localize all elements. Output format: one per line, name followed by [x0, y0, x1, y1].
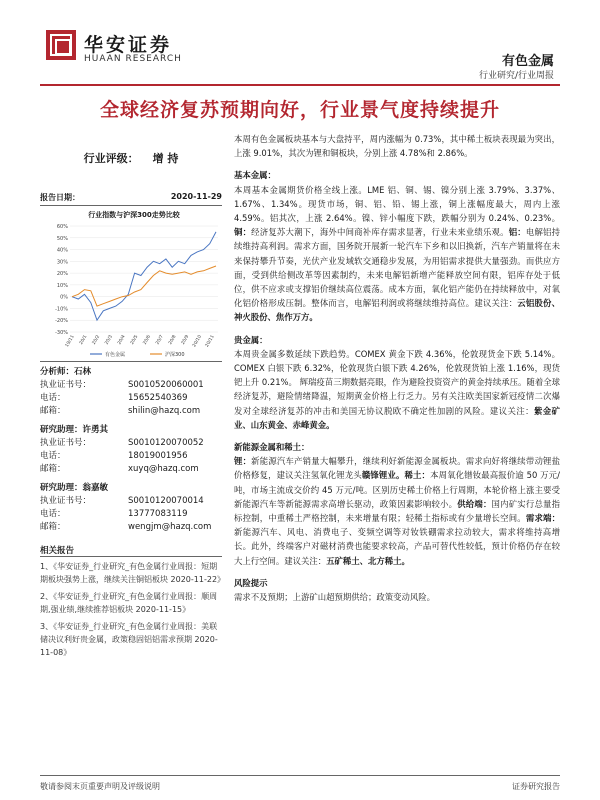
- phone-value: 15652540369: [128, 393, 188, 403]
- phone-label: 电话：: [40, 509, 66, 519]
- footer-label: 证券研究报告: [512, 782, 560, 791]
- report-date: [40, 192, 222, 203]
- lithium-text: 新能源汽车产销量大幅攀升，继续利好新能源金属板块。需求向好将继续带动锂盐价格修复，建议关注氢氧化锂龙头: [234, 456, 561, 481]
- cert-value: S0010120070014: [128, 496, 204, 506]
- supply-heading: 供给端：: [457, 498, 492, 509]
- rare-earth-picks: 五矿稀土、北方稀土。: [326, 555, 410, 566]
- analyst-block: [40, 366, 222, 418]
- x-tick-label: 20/1: [79, 334, 89, 346]
- aluminum-picks: 云铝股份、神火股份、焦作万方。: [234, 298, 561, 323]
- footer-divider: [40, 775, 560, 776]
- related-divider: [40, 556, 222, 557]
- precious-text: 本周贵金属多数延续下跌趋势。COMEX 黄金下跌 4.36%，伦敦现货金下跌 5.14%。 COMEX 白银下跌 6.32%，伦敦现货白银下跌 4.26%，伦敦现货铂上涨 1.16%，现货钯上升 0.21%。 辉瑞疫苗三期数据亮眼，作为避险投资资产的黄金持续承压。随着全球经济复苏，避险情绪降温，短期黄金价格上行乏力。另有关注欧美国家新冠疫情二次爆发对全球经济复苏的冲击和美国无协议脱欧不确定性加剧的风险。建议关注：: [234, 348, 560, 416]
- lithium-picks: 赣锋锂业。: [361, 470, 405, 481]
- report-title: 全球经济复苏预期向好，行业景气度持续提升: [99, 99, 500, 121]
- footer-disclaimer: 敬请参阅末页重要声明及评级说明: [40, 782, 160, 791]
- y-tick-label: 40%: [56, 247, 68, 254]
- company-name-en: HUAAN RESEARCH: [84, 54, 182, 64]
- precious-picks: 紫金矿业、山东黄金、赤峰黄金。: [234, 405, 561, 430]
- aluminum-text: 电解铝持续维持高利润。需求方面，国务院开展新一轮汽车下乡和以旧换新，汽车产销量将在未来保持攀升节奏，光伏产业发域软交通稳步发展，为用铝需求提供大量强劲。而供应方面，受到供给侧改革等因素制约，未来电解铝新增产能释放空间有限，铝库存处于低位，供不应求或支撑铝价继续高位震荡。成本方面，氧化铝产能仍在持续释放中，对氧化铝价格形成压制。整体而言，电解铝利润或将继续维持高位。建议关注：: [234, 227, 561, 309]
- related-reports-title: 相关报告: [40, 546, 75, 556]
- cert-value: S0010520060001: [128, 380, 204, 390]
- x-tick-label: 20/9: [180, 334, 191, 346]
- x-tick-label: 20/11: [204, 334, 216, 349]
- y-tick-label: -10%: [55, 306, 68, 313]
- assistant-block-1: [40, 424, 222, 476]
- company-name-cn: 华安证券: [84, 34, 173, 56]
- x-tick-label: 20/3: [104, 334, 114, 346]
- base-metals-heading: 基本金属：: [234, 170, 276, 181]
- assistant-role: 研究助理：: [40, 483, 83, 493]
- cert-label: 执业证书号：: [40, 496, 92, 506]
- email-link[interactable]: xuyq@hazq.com: [128, 464, 199, 474]
- precious-metals-paragraph: [234, 347, 560, 432]
- report-header: [0, 0, 600, 88]
- nev-rare-earth-heading: 新能源金属和稀土：: [234, 442, 310, 453]
- rating-label: 行业评级：: [83, 152, 139, 165]
- x-tick-label: 20/10: [192, 334, 204, 349]
- x-tick-label: 20/4: [117, 334, 127, 346]
- cert-value: S0010120070052: [128, 438, 204, 448]
- y-tick-label: 60%: [56, 224, 68, 230]
- email-label: 邮箱：: [40, 464, 66, 474]
- report-type: 行业研究/行业周报: [478, 71, 554, 81]
- y-tick-label: 10%: [56, 282, 68, 289]
- x-tick-label: 19/11: [64, 334, 76, 349]
- supply-text: 国内矿实行总量指标控制，中重稀土严格控制，未来增量有限；轻稀土指标或有少量增长空间。: [234, 498, 561, 524]
- y-tick-label: -20%: [55, 318, 68, 325]
- related-report-item[interactable]: 3、《华安证券_行业研究_有色金属行业周报：美联储决议利好贵金属，政策稳固铝铝需求预期 2020-11-08》: [40, 622, 218, 657]
- series-line-nonferrous: [72, 232, 216, 320]
- y-tick-label: 50%: [56, 235, 68, 242]
- related-report-item[interactable]: 1、《华安证券_行业研究_有色金属行业周报：短期期板块强势上涨，继续关注铜铝板块 2020-11-22》: [40, 562, 226, 584]
- assistant-name: 许勇其: [82, 425, 109, 435]
- phone-value: 18019001956: [128, 451, 188, 461]
- index-comparison-chart: [46, 210, 222, 358]
- lithium-heading: 锂：: [234, 456, 252, 467]
- industry-rating: [40, 150, 222, 166]
- y-tick-label: -30%: [55, 330, 68, 336]
- assistant-name: 翁嘉敏: [82, 483, 109, 493]
- date-divider: [40, 205, 222, 206]
- y-tick-label: 30%: [56, 259, 68, 266]
- phone-label: 电话：: [40, 393, 66, 403]
- precious-metals-heading: 贵金属：: [234, 334, 268, 345]
- nev-paragraph: [234, 454, 560, 568]
- email-link[interactable]: wengjm@hazq.com: [128, 522, 212, 532]
- legend-label: 沪深300: [165, 352, 185, 358]
- x-tick-label: 20/8: [168, 334, 178, 346]
- x-tick-label: 20/5: [129, 334, 140, 346]
- risk-heading: 风险提示: [234, 577, 268, 588]
- demand-heading: 需求端：: [525, 513, 561, 524]
- cert-label: 执业证书号：: [40, 438, 92, 448]
- base-metals-text: 本周基本金属期货价格全线上涨。LME 铝、铜、锡、镍分别上涨 3.79%、3.37%、1.67%、1.34%。现货市场，铜、铝、铅、锡上涨，铜上涨幅度最大，周内上涨 4.59%。铝其次，上涨 2.64%。镍、锌小幅度下跌，跌幅分别为 0.24%、0.23%。: [234, 184, 560, 224]
- related-reports-list: [40, 560, 226, 663]
- chart-svg: [46, 220, 222, 358]
- copper-heading: 铜：: [234, 227, 252, 238]
- phone-label: 电话：: [40, 451, 66, 461]
- analyst-role: 分析师：: [40, 367, 75, 377]
- phone-value: 13777083119: [128, 509, 188, 519]
- x-tick-label: 20/2: [91, 334, 102, 346]
- chart-title: 行业指数与沪深300走势比较: [88, 211, 180, 219]
- report-body: [234, 132, 560, 607]
- rating-value: 增 持: [152, 152, 179, 165]
- y-tick-label: 20%: [56, 271, 68, 278]
- copper-text: 经济复苏大潮下，海外中间商补库存需求显著，行业未来业绩乐观。: [251, 227, 509, 238]
- related-report-item[interactable]: 2、《华安证券_行业研究_有色金属行业周报：顺周期,强业绩,继续推荐铝板块 2020-11-15》: [40, 592, 218, 614]
- chart-divider: [40, 361, 222, 362]
- header-divider: [40, 84, 560, 86]
- assistant-role: 研究助理：: [40, 425, 83, 435]
- rare-earth-text: 本周氧化镨钕最高报价逾 50 万元/吨，市场主流成交价约 45 万元/吨。区别历史稀土价格上行周期，本轮价格上涨主要受新能源汽车等新能源需求高增长驱动，政策因素影响较小。: [234, 470, 561, 509]
- assistant-block-2: [40, 482, 222, 534]
- email-link[interactable]: shilin@hazq.com: [128, 406, 201, 416]
- email-label: 邮箱：: [40, 522, 66, 532]
- report-date-label: 报告日期：: [40, 193, 80, 202]
- y-tick-label: 0%: [60, 294, 68, 301]
- x-tick-label: 20/6: [142, 334, 153, 346]
- base-metals-paragraph: [234, 183, 560, 325]
- cert-label: 执业证书号：: [40, 380, 92, 390]
- report-date-value: 2020-11-29: [170, 192, 222, 201]
- sector-name: 有色金属: [501, 54, 554, 69]
- email-label: 邮箱：: [40, 406, 66, 416]
- aluminum-heading: 铝：: [508, 227, 526, 238]
- analyst-name: 石林: [74, 367, 92, 377]
- risk-text: 需求不及预期；上游矿山超预期供给；政策变动风险。: [234, 592, 435, 603]
- demand-text: 新能源汽车、风电、消费电子、变频空调等对钕铁硼需求拉动较大，需求将维持高增长。此外，终端客户对磁材消费也能要求较高，产品可替代性较低，预计价格仍存在较大上行空间。建议关注：: [234, 527, 560, 566]
- company-logo-icon: [46, 30, 76, 60]
- x-tick-label: 20/7: [155, 334, 165, 346]
- rare-earth-heading: 稀土：: [404, 470, 431, 481]
- intro-paragraph: 本周有色金属板块基本与大盘持平，周内涨幅为 0.73%，其中稀土板块表现最为突出，上涨 9.01%，其次为锂和铜板块，分别上涨 4.78%和 2.86%。: [234, 134, 560, 159]
- legend-label: 有色金属: [105, 352, 126, 358]
